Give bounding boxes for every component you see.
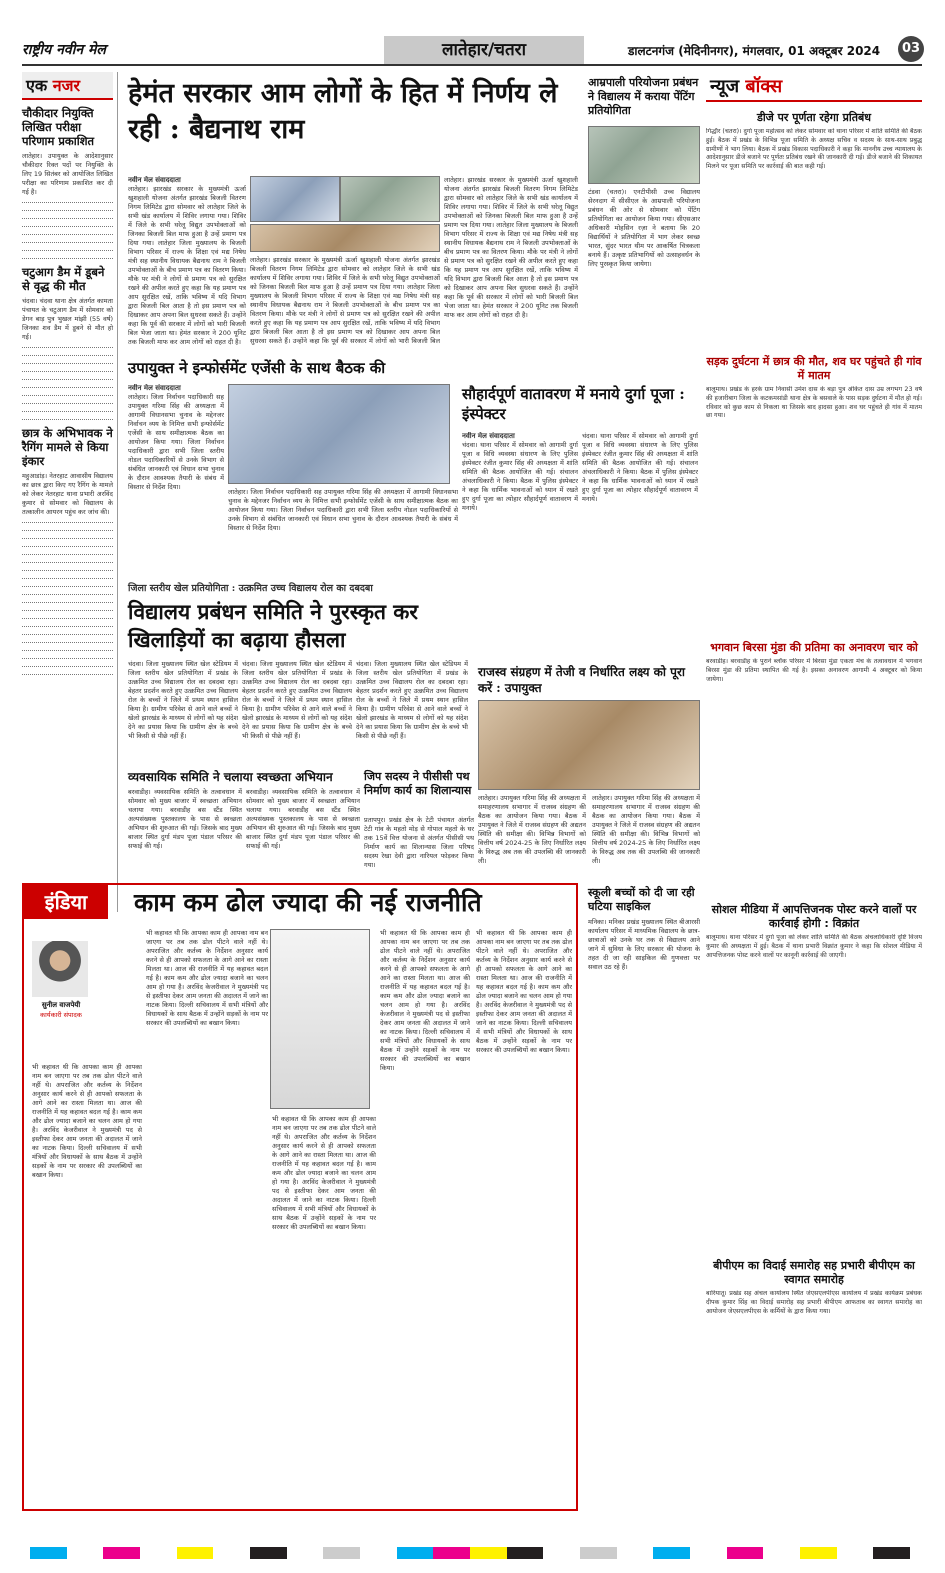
revenue-photo [478, 700, 700, 790]
swachhta-story-body [128, 788, 360, 880]
sports-body-text-3: चंदवा। जिला मुख्यालय स्थित खेल स्टेडियम में जिला स्तरीय खेल प्रतियोगिता में प्रखंड के उत्क्रमित उच्च विद्यालय रोल का दबदबा रहा। बेहतर प्रदर्शन करते हुए उत्क्रमित उच्च विद्यालय रोल के बच्चों ने जिले में प्रथम स्थान हासिल किया है। ग्रामीण परिवेश से आने वाले बच्चों ने खेलो झारखंड के माध्यम से लोगों को यह संदेश देने का प्रयास किया कि ग्रामीण क्षेत्र के बच्चे भी किसी से पीछे नहीं हैं। [356, 660, 468, 740]
main-body-text-2: लातेहार। झारखंड सरकार के मुख्यमंत्री ऊर्जा खुशहाली योजना अंतर्गत झारखंड बिजली वितरण निगम लिमिटेड द्वारा सोमवार को लातेहार जिले के सभी खंड कार्यालय में शिविर लगाया गया। शिविर में जिले के सभी घरेलू विद्युत उपभोक्ताओं को जिनका बिजली बिल माफ हुआ है उन्हें प्रमाण पत्र दिया गया। लातेहार जिला मुख्यालय के बिजली विभाग परिसर में राज्य के शिक्षा एवं मद्य निषेध मंत्री सह स्थानीय विधायक बैद्यनाथ राम ने बिजली उपभोक्ताओं के बीच प्रमाण पत्र का वितरण किया। मौके पर मंत्री ने लोगों से प्रमाण पत्र को सुरक्षित रखने की अपील करते हुए कहा कि यह प्रमाण पत्र आप सुरक्षित रखें, ताकि भविष्य में यदि विभाग द्वारा बिजली बिल आता है तो इस प्रमाण पत्र को दिखाकर आप अपना बिल सुधरवा सकते हैं। उन्होंने कहा कि पूर्व की सरकार में लोगों को भारी बिजली बिल भेजा जाता था। हेमंत सरकार ने 200 यूनिट तक बिजली माफ कर आम लोगों को राहत दी है। [444, 176, 578, 319]
swachhta-headline: व्यवसायिक समिति ने चलाया स्वच्छता अभियान [128, 770, 333, 784]
sports-body-text: चंदवा। जिला मुख्यालय स्थित खेल स्टेडियम में जिला स्तरीय खेल प्रतियोगिता में प्रखंड के उत्क्रमित उच्च विद्यालय रोल का दबदबा रहा। बेहतर प्रदर्शन करते हुए उत्क्रमित उच्च विद्यालय रोल के बच्चों ने जिले में प्रथम स्थान हासिल किया है। ग्रामीण परिवेश से आने वाले बच्चों ने खेलो झारखंड के माध्यम से लोगों को यह संदेश देने का प्रयास किया कि ग्रामीण क्षेत्र के बच्चे भी किसी से पीछे नहीं हैं। [128, 660, 238, 740]
right-story-body: बालूमाथ। थाना परिसर में दुर्गा पूजा को लेकर शांति समिति की बैठक अंचलाधिकारी दृष्टि विजय कुमार की अध्यक्षता में हुई। बैठक में थाना प्रभारी विक्रांत कुमार ने कहा कि सोशल मीडिया में आपत्तिजनक पोस्ट करने वालों पर कानूनी कार्रवाई की जाएगी। [706, 934, 922, 959]
left-story-2 [22, 265, 113, 420]
india-headline: काम कम ढोल ज्यादा की नई राजनीति [134, 888, 482, 917]
bicycle-headline: स्कूली बच्चों को दी जा रही घटिया साइकिल [588, 886, 695, 913]
revenue-story-body [478, 794, 700, 880]
main-headline: हेमंत सरकार आम लोगों के हित में निर्णय ले रही : बैद्यनाथ राम [128, 78, 558, 145]
main-body-text-3: लातेहार। झारखंड सरकार के मुख्यमंत्री ऊर्जा खुशहाली योजना अंतर्गत झारखंड बिजली वितरण निगम लिमिटेड द्वारा सोमवार को लातेहार जिले के सभी खंड कार्यालय में शिविर लगाया गया। शिविर में जिले के सभी घरेलू विद्युत उपभोक्ताओं को जिनका बिजली बिल माफ हुआ है उन्हें प्रमाण पत्र दिया गया। लातेहार जिला मुख्यालय के बिजली विभाग परिसर में राज्य के शिक्षा एवं मद्य निषेध मंत्री सह स्थानीय विधायक बैद्यनाथ राम ने बिजली उपभोक्ताओं के बीच प्रमाण पत्र का वितरण किया। मौके पर मंत्री ने लोगों से प्रमाण पत्र को सुरक्षित रखने की अपील करते हुए कहा कि यह प्रमाण पत्र आप सुरक्षित रखें, ताकि भविष्य में यदि विभाग द्वारा बिजली बिल आता है तो इस प्रमाण पत्र को दिखाकर आप अपना बिल सुधरवा सकते हैं। उन्होंने कहा कि पूर्व की सरकार में लोगों को भारी बिजली बिल [250, 256, 440, 345]
main-body-col-right [444, 176, 578, 346]
main-body-text: लातेहार। झारखंड सरकार के मुख्यमंत्री ऊर्जा खुशहाली योजना अंतर्गत झारखंड बिजली वितरण निगम लिमिटेड द्वारा सोमवार को लातेहार जिले के सभी खंड कार्यालय में शिविर लगाया गया। शिविर में जिले के सभी घरेलू विद्युत उपभोक्ताओं को जिनका बिजली बिल माफ हुआ है उन्हें प्रमाण पत्र दिया गया। लातेहार जिला मुख्यालय के बिजली विभाग परिसर में राज्य के शिक्षा एवं मद्य निषेध मंत्री सह स्थानीय विधायक बैद्यनाथ राम ने बिजली उपभोक्ताओं के बीच प्रमाण पत्र का वितरण किया। मौके पर मंत्री ने लोगों से प्रमाण पत्र को सुरक्षित रखने की अपील करते हुए कहा कि यह प्रमाण पत्र आप सुरक्षित रखें, ताकि भविष्य में यदि विभाग द्वारा बिजली बिल आता है तो इस प्रमाण पत्र को दिखाकर आप अपना बिल सुधरवा सकते हैं। उन्होंने कहा कि पूर्व की सरकार में लोगों को भारी बिजली बिल भेजा जाता था। हेमंत सरकार ने 200 यूनिट तक बिजली माफ कर आम लोगों को राहत दी है। [128, 185, 246, 346]
right-story-4 [706, 903, 922, 1254]
left-story-headline: छात्र के अभिभावक ने रैगिंग मामले से किया इंकार [22, 426, 113, 468]
author-role: कार्यकारी संपादक [40, 1011, 82, 1019]
india-body-text-3: भी कहावत थी कि आपका काम ही आपका नाम बन जाएगा पर तब तक ढोल पीटने वाले नहीं थे। अपराजित और कर्तव्य के निर्देशन अनुसार कार्य करने से ही आपको सफलता के आगे आने का रास्ता मिलता था। आज की राजनीति में यह कहावत बदल गई है। काम कम और ढोल ज्यादा बजाने का चलन आम हो गया है। अरविंद केजरीवाल ने मुख्यमंत्री पद से इस्तीफा देकर आम जनता की अदालत में जाने का नाटक किया। दिल्ली सचिवालय में सभी मंत्रियों और विधायकों के साथ बैठक में उन्होंने सड़कों के नाम पर सरकार की उपलब्धियों का बखान किया। [380, 929, 470, 1072]
left-column [22, 72, 118, 912]
upayukt-headline: उपायुक्त ने इन्फोर्समेंट एजेंसी के साथ बैठक की [128, 359, 386, 377]
india-body-text: भी कहावत थी कि आपका काम ही आपका नाम बन जाएगा पर तब तक ढोल पीटने वाले नहीं थे। अपराजित और कर्तव्य के निर्देशन अनुसार कार्य करने से ही आपको सफलता के आगे आने का रास्ता मिलता था। आज की राजनीति में यह कहावत बदल गई है। काम कम और ढोल ज्यादा बजाने का चलन आम हो गया है। अरविंद केजरीवाल ने मुख्यमंत्री पद से इस्तीफा देकर आम जनता की अदालत में जाने का नाटक किया। दिल्ली सचिवालय में सभी मंत्रियों और विधायकों के साथ बैठक में उन्होंने सड़कों के नाम पर सरकार की उपलब्धियों का बखान किया। [32, 1063, 142, 1179]
upayukt-body-text-2: लातेहार। जिला निर्वाचन पदाधिकारी सह उपायुक्त गरिमा सिंह की अध्यक्षता में आगामी विधानसभा चुनाव के मद्देनजर निर्वाचन व्यय के निमित्त सभी इन्फोर्समेंट एजेंसी के साथ समीक्षात्मक बैठक का आयोजन किया गया। जिला निर्वाचन पदाधिकारी द्वारा सभी जिला स्तरीय नोडल पदाधिकारियों से उनके विभाग से संबंधित जानकारी एवं विधान सभा चुनाव के दौरान आवश्यक तैयारी के संबंध में विस्तार से निर्देश दिया। [228, 488, 458, 532]
right-story-body: बालूमाथ। प्रखंड के हरके ग्राम निवासी उमेश दास के बड़ा पुत्र अंकित दास उम्र लगभग 23 वर्ष की हजारीबाग जिला के कटकमसांडी थाना क्षेत्र के बसवाले के पास सड़क दुर्घटना में मौत हो गई। रविवार को कुछ काम से निकला था जिसके बाद हादसा हुआ। शव घर पहुंचते ही गांव में मातम छा गया। [706, 386, 922, 420]
durga-story-body [462, 432, 698, 576]
main-body-col-mid [250, 256, 440, 346]
upayukt-story-body [128, 384, 458, 574]
right-story-headline: सोशल मीडिया में आपत्तिजनक पोस्ट करने वालों पर कार्रवाई होगी : विक्रांत [711, 903, 917, 930]
left-story-body: चंदवा। चंदवा थाना क्षेत्र अंतर्गत कामता पंचायत के चटुआग डैम में सोमवार को डेगन बाड़ पुत्र भुखल मांझी (55 वर्ष) जिनका शव डैम में डूबने से मौत हो गई। [22, 297, 113, 341]
main-story-body [128, 176, 578, 346]
news-box-header [706, 72, 922, 102]
durga-body-text-2: चंदवा। थाना परिसर में सोमवार को आगामी दुर्गा पूजा व विधि व्यवस्था संधारण के लिए पुलिस इंस्पेक्टर रंजीत कुमार सिंह की अध्यक्षता में शांति समिति की बैठक आयोजित की गई। संचालन अंचलाधिकारी ने किया। बैठक में पुलिस इंस्पेक्टर ने कहा कि धार्मिक भावनाओं को ध्यान में रखते हुए दुर्गा पूजा का त्योहार सौहार्दपूर्ण वातावरण में मनाये। [582, 432, 698, 503]
section-tab: लातेहार/चतरा [384, 36, 584, 64]
road-body-text: प्रतापपुर। प्रखंड क्षेत्र के टेटी पंचायत अंतर्गत टेटी गांव के महतो मोड़ से गोपाल महतो के घर तक 15वें वित्त योजना से अंतर्गत पीसीसी पथ निर्माण कार्य का शिलान्यास जिला परिषद सदस्य रेखा देवी द्वारा नारियल फोड़कर किया गया। [364, 816, 474, 869]
right-story-body: बारियातू। प्रखंड सह अंचल कार्यालय स्थित जेएसएलपीएस कार्यालय में प्रखंड कार्यक्रम प्रबंधक दीपक कुमार सिंह का विदाई समारोह सह प्रभारी बीपीएम आफताब का स्वागत समारोह का आयोजन जेएसएलपीएस के कर्मियों के द्वारा किया गया। [706, 1290, 922, 1315]
right-story-headline: बीपीएम का विदाई समारोह सह प्रभारी बीपीएम का स्वागत समारोह [713, 1259, 915, 1286]
right-story-headline: डीजे पर पूर्णता रहेगा प्रतिबंध [756, 111, 872, 124]
left-story-3 [22, 426, 113, 675]
tag-black: एक [26, 76, 48, 95]
road-story-body [364, 816, 474, 880]
sports-story-body [128, 660, 468, 766]
sports-body-text-2: चंदवा। जिला मुख्यालय स्थित खेल स्टेडियम में जिला स्तरीय खेल प्रतियोगिता में प्रखंड के उत्क्रमित उच्च विद्यालय रोल का दबदबा रहा। बेहतर प्रदर्शन करते हुए उत्क्रमित उच्च विद्यालय रोल के बच्चों ने जिले में प्रथम स्थान हासिल किया है। ग्रामीण परिवेश से आने वाले बच्चों ने खेलो झारखंड के माध्यम से लोगों को यह संदेश देने का प्रयास किया कि ग्रामीण क्षेत्र के बच्चे भी किसी से पीछे नहीं हैं। [242, 660, 352, 740]
upayukt-body-text: लातेहार। जिला निर्वाचन पदाधिकारी सह उपायुक्त गरिमा सिंह की अध्यक्षता में आगामी विधानसभा चुनाव के मद्देनजर निर्वाचन व्यय के निमित्त सभी इन्फोर्समेंट एजेंसी के साथ समीक्षात्मक बैठक का आयोजन किया गया। जिला निर्वाचन पदाधिकारी द्वारा सभी जिला स्तरीय नोडल पदाधिकारियों से उनके विभाग से संबंधित जानकारी एवं विधान सभा चुनाव के दौरान आवश्यक तैयारी के संबंध में विस्तार से निर्देश दिया। [128, 393, 224, 491]
india-column-box [22, 883, 578, 1511]
swachhta-body-text: बरवाडीह। व्यवसायिक समिति के तत्वावधान में सोमवार को मुख्य बाजार में स्वच्छता अभियान चलाया गया। बरवाडीह बस स्टैंड स्थित अल्पसंख्यक पुस्तकालय के पास से स्वच्छता अभियान की शुरुआत की गई। जिसके बाद मुख्य बाजार स्थित दुर्गा मंडप पूजा पंडाल परिसर की सफाई की गई। [128, 788, 242, 850]
sports-headline: विद्यालय प्रबंधन समिति ने पुरस्कृत कर खिलाड़ियों का बढ़ाया हौसला [128, 599, 419, 652]
left-story-body: लातेहार। उपायुक्त के आदेशानुसार चौकीदार रिक्त पदों पर नियुक्ति के लिए 19 सितंबर को आयोजित लिखित परीक्षा का परिणाम प्रकाशित कर दी गई है। [22, 152, 113, 196]
india-body-text-4: भी कहावत थी कि आपका काम ही आपका नाम बन जाएगा पर तब तक ढोल पीटने वाले नहीं थे। अपराजित और कर्तव्य के निर्देशन अनुसार कार्य करने से ही आपको सफलता के आगे आने का रास्ता मिलता था। आज की राजनीति में यह कहावत बदल गई है। काम कम और ढोल ज्यादा बजाने का चलन आम हो गया है। अरविंद केजरीवाल ने मुख्यमंत्री पद से इस्तीफा देकर आम जनता की अदालत में जाने का नाटक किया। दिल्ली सचिवालय में सभी मंत्रियों और विधायकों के साथ बैठक में उन्होंने सड़कों के नाम पर सरकार की उपलब्धियों का बखान किया। [476, 929, 572, 1054]
mango-story-body [588, 188, 700, 356]
upayukt-body-col2 [228, 488, 458, 574]
page-number: 03 [898, 36, 924, 62]
page-header [22, 36, 922, 66]
right-story-body: बरवाडीह। बरवाडीह के पुराने ब्लॉक परिसर में बिरसा मुंडा एकता मंच के तत्वावधान में भगवान बिरसा मुंडा की प्रतिमा स्थापित की गई है। इसका अनावरण आगामी 4 अक्टूबर को किया जायेगा। [706, 658, 922, 683]
right-story-5 [706, 1259, 922, 1510]
swachhta-body-text-2: बरवाडीह। व्यवसायिक समिति के तत्वावधान में सोमवार को मुख्य बाजार में स्वच्छता अभियान चलाया गया। बरवाडीह बस स्टैंड स्थित अल्पसंख्यक पुस्तकालय के पास से स्वच्छता अभियान की शुरुआत की गई। जिसके बाद मुख्य बाजार स्थित दुर्गा मंडप पूजा पंडाल परिसर की सफाई की गई। [246, 788, 360, 850]
india-tag: इंडिया [24, 885, 108, 919]
revenue-headline: राजस्व संग्रहण में तेजी व निर्धारित लक्ष्य को पूरा करें : उपायुक्त [478, 665, 686, 695]
right-story-2 [706, 355, 922, 636]
bicycle-body-text: मनिका। मनिका प्रखंड मुख्यालय स्थित बीआरसी कार्यालय परिसर में माध्यमिक विद्यालय के छात्र-छात्राओं को उनके घर तक से विद्यालय आने जाने में सुविधा के लिए सरकार की योजना के तहत दी जा रही साइकिल की गुणवत्ता पर सवाल उठ रहे हैं। [588, 918, 700, 971]
durga-body-col2 [582, 432, 698, 576]
road-headline: जिप सदस्य ने पीसीसी पथ निर्माण कार्य का शिलान्यास [364, 770, 472, 797]
mango-photo [588, 126, 700, 184]
india-body-text-2: भी कहावत थी कि आपका काम ही आपका नाम बन जाएगा पर तब तक ढोल पीटने वाले नहीं थे। अपराजित और कर्तव्य के निर्देशन अनुसार कार्य करने से ही आपको सफलता के आगे आने का रास्ता मिलता था। आज की राजनीति में यह कहावत बदल गई है। काम कम और ढोल ज्यादा बजाने का चलन आम हो गया है। अरविंद केजरीवाल ने मुख्यमंत्री पद से इस्तीफा देकर आम जनता की अदालत में जाने का नाटक किया। दिल्ली सचिवालय में सभी मंत्रियों और विधायकों के साथ बैठक में उन्होंने सड़कों के नाम पर सरकार की उपलब्धियों का बखान किया। [146, 929, 268, 1027]
india-body [32, 929, 572, 1505]
india-body-text-5: भी कहावत थी कि आपका काम ही आपका नाम बन जाएगा पर तब तक ढोल पीटने वाले नहीं थे। अपराजित और कर्तव्य के निर्देशन अनुसार कार्य करने से ही आपको सफलता के आगे आने का रास्ता मिलता था। आज की राजनीति में यह कहावत बदल गई है। काम कम और ढोल ज्यादा बजाने का चलन आम हो गया है। अरविंद केजरीवाल ने मुख्यमंत्री पद से इस्तीफा देकर आम जनता की अदालत में जाने का नाटक किया। दिल्ली सचिवालय में सभी मंत्रियों और विधायकों के साथ बैठक में उन्होंने सड़कों के नाम पर सरकार की उपलब्धियों का बखान किया। [272, 1115, 376, 1231]
author-name: सुनील वाजपेयी [41, 1001, 81, 1009]
right-story-body: गिद्धौर (चतरा)। दुर्गा पूजा महोत्सव को लेकर सोमवार को थाना परिसर में शांति समिति की बैठक हुई। बैठक में प्रखंड के विभिन्न पूजा समिति के अध्यक्ष सचिव व सदस्य के साथ-साथ प्रबुद्ध ग्रामीणों ने भाग लिया। बैठक में प्रखंड विकास पदाधिकारी ने कहा कि माननीय उच्च न्यायालय के आदेशानुसार डीजे बजाने पर पूर्णतः प्रतिबंध रखने की जानकारी दी गई। डीजे बजाने की शिकायत मिलने पर पूजा समिति पर कार्रवाई की बात कही गई। [706, 128, 922, 171]
durga-body-text: चंदवा। थाना परिसर में सोमवार को आगामी दुर्गा पूजा व विधि व्यवस्था संधारण के लिए पुलिस इंस्पेक्टर रंजीत कुमार सिंह की अध्यक्षता में शांति समिति की बैठक आयोजित की गई। संचालन अंचलाधिकारी ने किया। बैठक में पुलिस इंस्पेक्टर ने कहा कि धार्मिक भावनाओं को ध्यान में रखते हुए दुर्गा पूजा का त्योहार सौहार्दपूर्ण वातावरण में मनाये। [462, 441, 578, 512]
right-story-3 [706, 641, 922, 898]
upayukt-byline: नवीन मेल संवाददाता [128, 384, 181, 392]
left-story-headline: चटुआग डैम में डूबने से वृद्ध की मौत [22, 265, 105, 293]
sports-kicker: जिला स्तरीय खेल प्रतियोगिता : उत्क्रमित उच्च विद्यालय रोल का दबदबा [128, 583, 373, 594]
durga-headline: सौहार्दपूर्ण वातावरण में मनाये दुर्गा पूजा : इंस्पेक्टर [462, 385, 685, 423]
news-box-red: बॉक्स [745, 76, 783, 97]
tag-red: नजर [52, 76, 81, 95]
news-box-black: न्यूज [710, 76, 740, 97]
left-story-1 [22, 106, 113, 259]
main-byline: नवीन मेल संवाददाता [128, 176, 181, 184]
right-story-headline: भगवान बिरसा मुंडा की प्रतिमा का अनावरण चार को [710, 641, 918, 654]
right-column [706, 106, 922, 1526]
masthead: राष्ट्रीय नवीन मेल [22, 42, 106, 58]
color-registration-bar [30, 1547, 910, 1559]
mango-headline: आम्रपाली परियोजना प्रबंधन ने विद्यालय में कराया पेंटिंग प्रतियोगिता [588, 76, 699, 117]
durga-byline: नवीन मेल संवाददाता [462, 432, 515, 440]
left-story-headline: चौकीदार नियुक्ति लिखित परीक्षा परिणाम प्रकाशित [22, 106, 95, 148]
right-story-headline: सड़क दुर्घटना में छात्र की मौत, शव घर पहुंचते ही गांव में मातम [706, 355, 922, 382]
left-story-body: महुआडांड़। नेतरहाट आवासीय विद्यालय का छात्र द्वारा किए गए रैगिंग के मामले को लेकर नेतरहाट थाना प्रभारी अरविंद कुमार से सोमवार को विद्यालय के तत्कालीन आयरन पहुंच कर जांच की। [22, 472, 113, 516]
right-story-1 [706, 111, 922, 350]
revenue-body-text: लातेहार। उपायुक्त गरिमा सिंह की अध्यक्षता में समाहरणालय सभागार में राजस्व संग्रहण की बैठक का आयोजन किया गया। बैठक में उपायुक्त ने जिले में राजस्व संग्रहण की अद्यतन स्थिति की समीक्षा की। विभिन्न विभागों को वित्तीय वर्ष 2024-25 के लिए निर्धारित लक्ष्य के विरुद्ध अब तक की उपलब्धि की जानकारी ली। [478, 794, 586, 865]
mango-body-text: टंडवा (चतरा)। एनटीपीसी उच्च विद्यालय सेरनदाग में सीसीएल के आम्रपाली परियोजना प्रबंधन की ओर से सोमवार को पेंटिंग प्रतियोगिता का आयोजन किया गया। सीएसआर अधिकारी मोहसिन रज़ा ने बताया कि 20 विद्यार्थियों ने प्रतियोगिता में भाग लेकर स्वच्छ भारत, सुंदर भारत थीम पर आकर्षित चित्रकला बनाये हैं। उत्कृष्ट प्रतिभागियों को उत्साहवर्धन के लिए पुरस्कृत किया जायेगा। [588, 188, 700, 268]
revenue-body-text-2: लातेहार। उपायुक्त गरिमा सिंह की अध्यक्षता में समाहरणालय सभागार में राजस्व संग्रहण की बैठक का आयोजन किया गया। बैठक में उपायुक्त ने जिले में राजस्व संग्रहण की अद्यतन स्थिति की समीक्षा की। विभिन्न विभागों को वित्तीय वर्ष 2024-25 के लिए निर्धारित लक्ष्य के विरुद्ध अब तक की उपलब्धि की जानकारी ली। [592, 794, 700, 865]
bicycle-story-body [588, 918, 700, 1518]
column-tag [22, 72, 113, 100]
dateline: डालटनगंज (मेदिनीनगर), मंगलवार, 01 अक्टूबर 2024 [628, 44, 881, 58]
